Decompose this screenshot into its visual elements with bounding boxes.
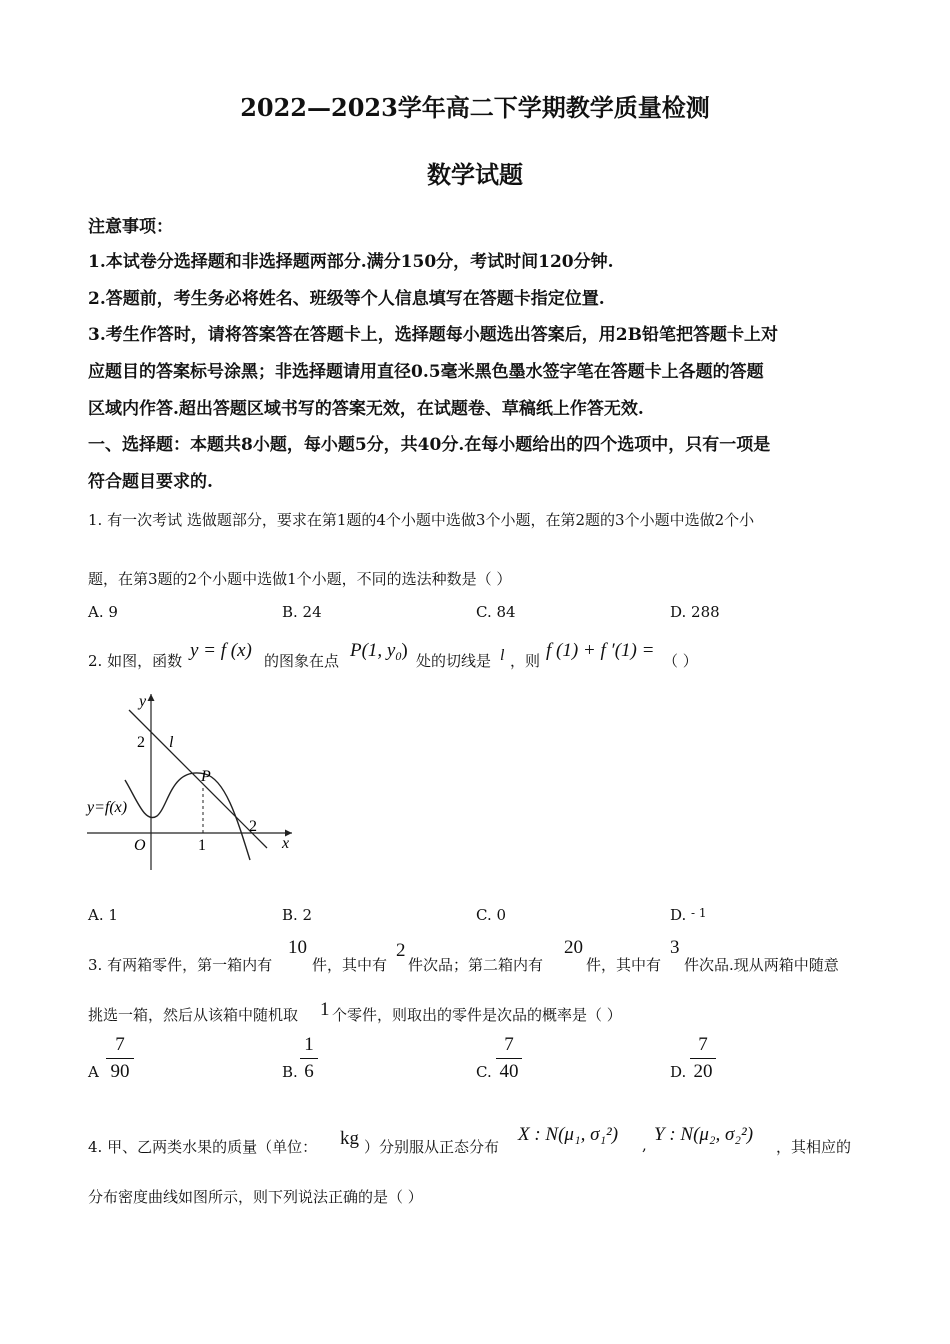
q3-option-c-label: C. <box>476 1063 492 1081</box>
q4-distribution-y: Y : N(μ₂, σ₂²) <box>654 1124 754 1145</box>
point-p-label: P <box>201 768 211 785</box>
q2-expression: f (1) + f ′(1) = <box>546 640 655 661</box>
q3-defect-box-2: 3 <box>670 937 680 958</box>
q2-tangent-label: l <box>500 647 505 664</box>
notice-item-3-line-1: 3.考生作答时，请将答案答在答题卡上，选择题每小题选出答案后，用2B铅笔把答题卡上对 <box>88 325 778 345</box>
q3-stem-1c: 件次品；第二箱内有 <box>408 956 544 974</box>
q3-option-d-den: 20 <box>693 1061 713 1082</box>
q2-option-c: C. 0 <box>476 906 507 924</box>
q4-comma: , <box>642 1136 647 1154</box>
q2-stem-prefix: 2. 如图，函数 <box>88 652 183 670</box>
q3-stem-1a: 3. 有两箱零件，第一箱内有 <box>88 956 273 974</box>
q3-option-d-fraction <box>690 1034 716 1083</box>
q1-option-a: A. 9 <box>88 603 118 621</box>
q2-function: y = f (x) <box>190 640 252 661</box>
q2-option-b: B. 2 <box>282 906 313 924</box>
q2-point <box>350 640 408 664</box>
line-l-label: l <box>169 734 174 751</box>
q4-stem-1a: 4. 甲、乙两类水果的质量（单位： <box>88 1138 318 1156</box>
q1-stem-line-2: 题，在第3题的2个小题中选做1个小题，不同的选法种数是（ ） <box>88 570 512 588</box>
y-axis-label: y <box>139 693 147 710</box>
notice-item-3-line-3: 区域内作答.超出答题区域书写的答案无效，在试题卷、草稿纸上作答无效. <box>88 399 644 419</box>
q3-option-d-label: D. <box>670 1063 687 1081</box>
q2-option-d-label: D. <box>670 906 692 924</box>
q3-stem-1b: 件，其中有 <box>312 956 388 974</box>
q3-option-a-num: 7 <box>115 1034 125 1055</box>
q1-stem-line-1: 1. 有一次考试 选做题部分，要求在第1题的4个小题中选做3个小题，在第2题的3个小题中选做2个小 <box>88 511 755 529</box>
q3-stem-1d: 件，其中有 <box>586 956 662 974</box>
q3-option-b-label: B. <box>282 1063 298 1081</box>
q3-option-b-den: 6 <box>304 1061 314 1082</box>
q3-option-d-num: 7 <box>698 1034 708 1055</box>
q3-count-box-2: 20 <box>564 937 583 958</box>
section-1-heading: 一、选择题：本题共8小题，每小题5分，共40分.在每小题给出的四个选项中，只有一项是 <box>88 435 771 455</box>
notice-heading: 注意事项： <box>88 217 173 237</box>
q4-stem-1c: ，其相应的 <box>776 1138 852 1156</box>
q1-option-c: C. 84 <box>476 603 516 621</box>
curve-label: y=f(x) <box>87 799 128 816</box>
q3-stem-2b: 个零件，则取出的零件是次品的概率是（ ） <box>332 1006 622 1024</box>
x-intercept-label: 2 <box>249 818 257 835</box>
q4-unit: kg <box>340 1128 359 1149</box>
q4-stem-1b: ）分别服从正态分布 <box>364 1138 500 1156</box>
q2-stem-mid-1: 的图象在点 <box>264 652 340 670</box>
q2-point-text: P(1, y <box>350 640 396 661</box>
y-intercept-label: 2 <box>137 734 145 751</box>
exam-title: 2022—2023学年高二下学期教学质量检测 <box>240 93 710 122</box>
notice-item-2: 2.答题前，考生务必将姓名、班级等个人信息填写在答题卡指定位置. <box>88 289 605 309</box>
q3-defect-box-1: 2 <box>396 940 406 961</box>
q4-stem-2: 分布密度曲线如图所示，则下列说法正确的是（ ） <box>88 1188 423 1206</box>
q2-stem-mid-3: ，则 <box>510 652 541 670</box>
q3-option-b-fraction <box>300 1034 318 1083</box>
q3-option-a-label: A <box>88 1063 99 1081</box>
exam-subtitle: 数学试题 <box>427 160 523 189</box>
q3-take-count: 1 <box>320 999 330 1020</box>
q3-option-b-num: 1 <box>304 1034 314 1055</box>
q2-function-graph <box>85 688 300 873</box>
q3-option-a-den: 90 <box>110 1061 130 1082</box>
section-1-heading-cont: 符合题目要求的. <box>88 472 213 492</box>
q2-option-d-value: - 1 <box>691 906 707 920</box>
q3-option-c-fraction <box>496 1034 522 1083</box>
x-tick-1-label: 1 <box>198 837 206 854</box>
q3-count-box-1: 10 <box>288 937 307 958</box>
q1-option-d: D. 288 <box>670 603 720 621</box>
notice-item-3-line-2: 应题目的答案标号涂黑；非选择题请用直径0.5毫米黑色墨水签字笔在答题卡上各题的答题 <box>88 362 764 382</box>
q3-option-c-den: 40 <box>499 1061 519 1082</box>
x-axis-label: x <box>282 835 290 852</box>
q2-option-d <box>670 906 707 924</box>
q1-option-b: B. 24 <box>282 603 322 621</box>
q3-stem-1e: 件次品.现从两箱中随意 <box>684 956 839 974</box>
q3-option-c-num: 7 <box>504 1034 514 1055</box>
q3-option-a-fraction <box>106 1034 134 1083</box>
q2-option-a: A. 1 <box>88 906 118 924</box>
q2-blank: （ ） <box>663 652 698 670</box>
q2-point-sub: 0 <box>395 649 402 664</box>
origin-label: O <box>134 837 146 854</box>
tangent-line <box>129 710 267 848</box>
q2-point-end: ) <box>401 640 408 661</box>
notice-item-1: 1.本试卷分选择题和非选择题两部分.满分150分，考试时间120分钟. <box>88 252 614 272</box>
q2-stem-mid-2: 处的切线是 <box>416 652 492 670</box>
q4-distribution-x: X : N(μ₁, σ₁²) <box>518 1124 619 1145</box>
q3-stem-2a: 挑选一箱，然后从该箱中随机取 <box>88 1006 299 1024</box>
